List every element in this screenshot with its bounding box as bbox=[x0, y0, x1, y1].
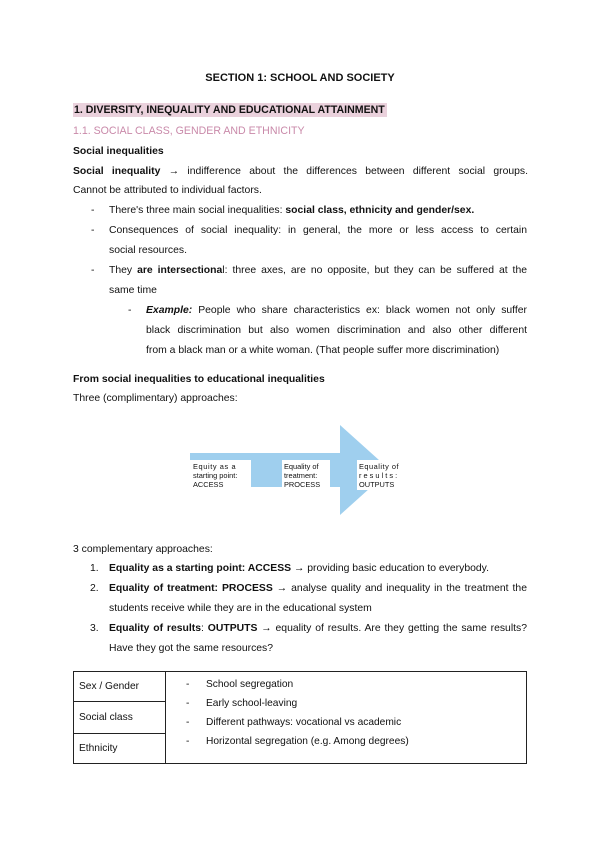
table-right-list bbox=[186, 675, 409, 751]
list-text: Different pathways: vocational vs academic bbox=[206, 717, 402, 728]
list-text: Horizontal segregation (e.g. Among degrees) bbox=[206, 736, 409, 747]
table-cell: Social class bbox=[74, 702, 166, 734]
approach-text: : bbox=[201, 623, 208, 634]
approach-outputs bbox=[109, 619, 527, 639]
table-cell: Sex / Gender bbox=[74, 672, 166, 702]
bullet-text: There's three main social inequalities: bbox=[109, 205, 286, 216]
approach-bold: OUTPUTS bbox=[207, 623, 258, 634]
example-label: Example: bbox=[146, 305, 193, 316]
list-number: 1. bbox=[90, 563, 99, 574]
list-item bbox=[186, 732, 409, 751]
approach-text: equality of results. Are they getting the same results? bbox=[275, 623, 528, 634]
heading-social-class: 1.1. SOCIAL CLASS, GENDER AND ETHNICITY bbox=[73, 125, 305, 137]
box-line: Equity as a bbox=[193, 462, 237, 471]
box-line: Equality of bbox=[359, 462, 400, 471]
list-item bbox=[186, 713, 402, 732]
definition-line2: Cannot be attributed to individual factors. bbox=[73, 185, 262, 196]
example-line3: from a black man or a white woman. (That people suffer more discrimination) bbox=[146, 345, 500, 356]
list-dash: - bbox=[186, 679, 190, 690]
list-dash: - bbox=[186, 736, 190, 747]
example-line2: black discrimination but also women discrimination and also other different bbox=[146, 325, 527, 336]
box-line: r e s u l t s : bbox=[359, 471, 398, 480]
approach-process bbox=[109, 579, 527, 599]
table-cell: Ethnicity bbox=[74, 734, 166, 764]
arrow-glyph: → bbox=[261, 623, 272, 634]
bullet-text: l: three axes, are no opposite, but they can be suffered at the bbox=[222, 265, 527, 276]
section-title: SECTION 1: SCHOOL AND SOCIETY bbox=[205, 72, 395, 84]
arrow-glyph: → bbox=[168, 166, 180, 177]
list-dash: - bbox=[186, 717, 190, 728]
educational-inequalities-heading: From social inequalities to educational inequalities bbox=[73, 374, 325, 385]
approach-bold: Equality of results bbox=[109, 623, 202, 634]
approach-outputs-line2: Have they got the same resources? bbox=[109, 643, 274, 654]
list-text: School segregation bbox=[206, 679, 294, 690]
bullet-consequences: Consequences of social inequality: in general, the more or less access to certain bbox=[109, 225, 527, 236]
approach-access bbox=[109, 559, 489, 579]
approach-text: providing basic education to everybody. bbox=[307, 563, 489, 574]
bullet-dash: - bbox=[91, 225, 95, 236]
social-inequality-definition bbox=[73, 162, 528, 182]
bullet-consequences-line2: social resources. bbox=[109, 245, 187, 256]
example-dash: - bbox=[128, 305, 132, 316]
bullet-dash: - bbox=[91, 205, 95, 216]
bullet-three-inequalities bbox=[109, 201, 474, 221]
social-inequality-term: Social inequality bbox=[73, 166, 161, 177]
box-line: ACCESS bbox=[193, 480, 224, 489]
definition-text: indifference about the differences between different social groups. bbox=[187, 166, 528, 177]
arrow-glyph: → bbox=[276, 583, 288, 594]
list-item bbox=[186, 694, 298, 713]
box-line: OUTPUTS bbox=[359, 480, 395, 489]
box-line: PROCESS bbox=[284, 480, 321, 489]
arrow-glyph: → bbox=[293, 563, 305, 574]
box-line: Equality of bbox=[284, 462, 319, 471]
list-number: 2. bbox=[90, 583, 99, 594]
bullet-intersectional-line2: same time bbox=[109, 285, 157, 296]
approach-bold: Equality as a starting point: ACCESS bbox=[109, 563, 292, 574]
bullet-dash: - bbox=[91, 265, 95, 276]
box-line: treatment: bbox=[284, 471, 318, 480]
box-access-label bbox=[193, 462, 237, 489]
complementary-intro: 3 complementary approaches: bbox=[73, 544, 213, 555]
example-text: People who share characteristics ex: black women not only suffer bbox=[198, 305, 527, 316]
box-process-label bbox=[284, 462, 320, 489]
list-dash: - bbox=[186, 698, 190, 709]
bullet-intersectional bbox=[109, 261, 527, 281]
list-number: 3. bbox=[90, 623, 99, 634]
approach-process-line2: students receive while they are in the educational system bbox=[109, 603, 372, 614]
bullet-text: They bbox=[109, 265, 138, 276]
approaches-intro: Three (complimentary) approaches: bbox=[73, 393, 238, 404]
list-item bbox=[186, 675, 294, 694]
social-inequalities-heading: Social inequalities bbox=[73, 146, 164, 157]
box-outputs-label bbox=[359, 462, 399, 489]
bullet-bold: social class, ethnicity and gender/sex. bbox=[285, 205, 475, 216]
box-line: starting point: bbox=[193, 471, 238, 480]
heading-diversity-text: 1. DIVERSITY, INEQUALITY AND EDUCATIONAL ATTAINMENT bbox=[74, 104, 385, 116]
approach-bold: Equality of treatment: PROCESS bbox=[109, 583, 273, 594]
list-text: Early school-leaving bbox=[206, 698, 298, 709]
example-line1 bbox=[146, 301, 527, 321]
bullet-bold: are intersectiona bbox=[137, 265, 223, 276]
approach-text: analyse quality and inequality in the treatment the bbox=[291, 583, 527, 594]
heading-diversity bbox=[73, 104, 387, 116]
